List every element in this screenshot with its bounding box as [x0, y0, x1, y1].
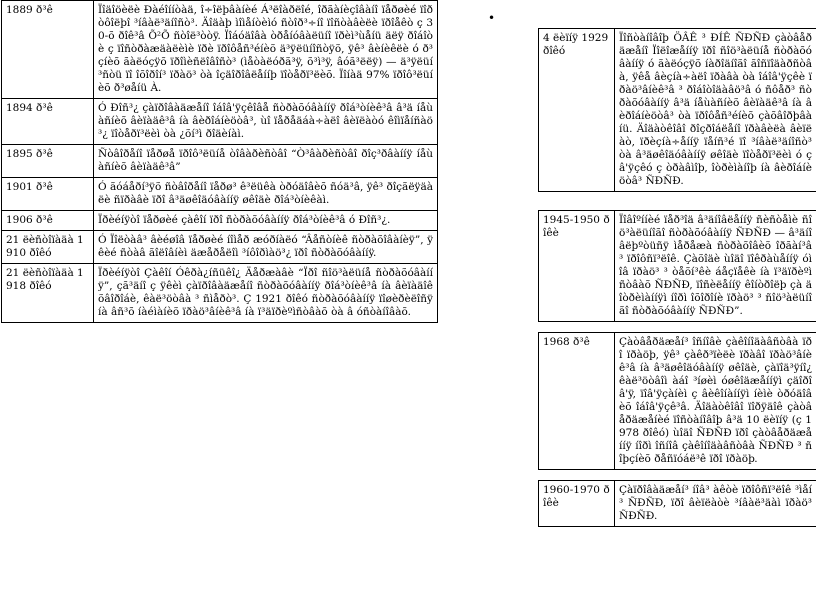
timeline-description: Ïðèéíÿòî ïåðøèé çàêîí ïðî ñòðàõóâàííÿ ðîá³òíèê³â ó Ðîñ³¿. — [94, 211, 438, 231]
timeline-description: Ïîâîºííèé ïåð³îä â³äíîâëåííÿ ñèñòåìè ñîö³àëüíîãî ñòðàõóâàííÿ ÑÐÑÐ — â³äíîâëþºòüñÿ ìåðåæà ñòðàõîâèõ îðãàí³â ³ ïðîôñï³ëîê. Çàõîäè ùîäî ïîêðàùåííÿ óìîâ ïðàö³ ³ òåõí³êè áåçïåêè íà ï³äïðèºìñòâàõ ÑÐÑÐ, ïîñèëåííÿ êîíòðîëþ çà äîòðèìàííÿì íîðì îõîðîíè ïðàö³ ³ ñîö³àëüíîãî ñòðàõóâàííÿ ÑÐÑÐ”. — [615, 211, 816, 322]
timeline-row — [2, 145, 438, 178]
row-gap-cell — [539, 470, 816, 481]
row-gap-cell — [539, 192, 816, 211]
timeline-date: 1945-1950 ðîêè — [539, 211, 615, 322]
row-gap — [539, 192, 816, 211]
timeline-row — [2, 1, 438, 99]
timeline-description: Çàòâåðäæåí³ îñíîâè çàêîíîäàâñòâà ïðî ïðàöþ, ÿê³ çàêð³ïèëè ïðàâî ïðàö³âíèê³â íà â³äøêîäóâàííÿ øêîäè, çàïîä³ÿíî¿ êàë³öòâîì àáî ³íøèì óøêîäæåííÿì çäîðîâ'ÿ, ïîâ'ÿçàíèì ç âèêîíàííÿì íèìè òðóäîâèõ îáîâ'ÿçê³â. Äîäàòêîâî ïîðÿäîê çàòâåðäæåíèé ïîñòàíîâîþ â³ä 10 ëèïíÿ (ç 1978 ðîêó) ùîäî ÑÐÑÐ ïðî çàòâåðäæåííÿ íîðì îñíîâ çàêîíîäàâñòâà ÑÐÑÐ ³ ñîþçíèõ ðåñïóáë³ê ïðî ïðàöþ. — [615, 333, 816, 470]
timeline-table-left — [1, 0, 438, 323]
timeline-date: 21 ëèñòîïàäà 1910 ðîêó — [2, 231, 94, 264]
timeline-date: 1906 ð³ê — [2, 211, 94, 231]
timeline-date: 1889 ð³ê — [2, 1, 94, 99]
timeline-description: Çàïðîâàäæåí³ íîâ³ àêòè ïðîôñï³ëîê ³ìåí³ ÑÐÑÐ, ïðî âèïëàòè ³íâàë³äàì ïðàö³ ÑÐÑÐ. — [615, 481, 816, 527]
timeline-description: Ó Ðîñ³¿ çàïðîâàäæåíî îáîâ'ÿçêîâå ñòðàõóâàííÿ ðîá³òíèê³â â³ä íåùàñíèõ âèïàäê³â íà âèðîáíèöòâ³, ùî ïåðåäáà÷àëî âèïëàòó êîìïåíñàö³¿ ïîòåðï³ëèì òà ¿õí³ì ðîäèíàì. — [94, 99, 438, 145]
timeline-row — [2, 178, 438, 211]
timeline-date: 4 ëèïíÿ 1929 ðîêó — [539, 29, 615, 192]
timeline-table-right — [538, 28, 816, 527]
timeline-row — [539, 29, 816, 192]
timeline-row — [539, 211, 816, 322]
timeline-date: 21 ëèñòîïàäà 1918 ðîêó — [2, 264, 94, 323]
row-gap — [539, 322, 816, 333]
timeline-date: 1960-1970 ðîêè — [539, 481, 615, 527]
timeline-description: Ïîñòàíîâîþ ÖÂÊ ³ ÐÍÊ ÑÐÑÐ çàòâåðäæåíî Ïîëîæåííÿ ïðî ñîö³àëüíå ñòðàõóâàííÿ ó ãàëóçÿõ íàðîäíîãî ãîñïîäàðñòâà, ÿêå âèçíà÷àëî ïðàâà òà îáîâ'ÿçêè ïðàö³âíèê³â ³ ðîáîòîäàâö³â ó ñôåð³ ñòðàõóâàííÿ â³ä íåùàñíèõ âèïàäê³â íà âèðîáíèöòâ³ òà ïðîôåñ³éíèõ çàõâîðþâàíü. Äîäàòêîâî ðîçðîáëåíî ïðàâèëà âèïëàò, ïðèçíà÷åííÿ ïåíñ³é ïî ³íâàë³äíîñò³ òà â³äøêîäóâàííÿ øêîäè ïîòåðï³ëèì ó çâ'ÿçêó ç òðàâìîþ, îòðèìàíîþ íà âèðîáíèöòâ³ ÑÐÑÐ. — [615, 29, 816, 192]
timeline-date: 1895 ð³ê — [2, 145, 94, 178]
timeline-date: 1894 ð³ê — [2, 99, 94, 145]
list-bullet: • — [488, 11, 496, 25]
timeline-row — [2, 264, 438, 323]
row-gap — [539, 470, 816, 481]
timeline-row — [539, 333, 816, 470]
timeline-description: Ïîäîöèëè Ðàéîííòàä, î÷îëþâàíèé Á³ëîàðëîé, îðãàíèçîâàíî ïåðøèé ïîðòôîëþî ³íâàë³äíîñò³. Äîäàþ ìîìåíòèìó ñòîð³÷íî ïîñòàâèëè ïðîåêò ç 30-õ ðîê³â Õ²Õ ñòîë³òòÿ. Ïîáóäîâà òðåíóâàëüíî ïðèì³ùåíü äëÿ ðîáîòè ç ïîñòðàæäàëèìè ïðè ïðîôåñ³éíèõ ä³ÿëüíîñòÿõ, ÿê³ âèíèêëè ó ð³çíèõ ãàëóçÿõ ïðîìèñëîâîñò³ (ìåòàëóðã³ÿ, õ³ì³ÿ, âóã³ëëÿ) — ä³ÿëüí³ñòü ïî îõîðîí³ ïðàö³ òà îçäîðîâëåííþ ïîòåðï³ëèõ. Ïîíàä 97% ïðîô³ëüíèõ ð³øåíü À. — [94, 1, 438, 99]
timeline-row — [2, 99, 438, 145]
timeline-row — [2, 211, 438, 231]
timeline-row — [539, 481, 816, 527]
timeline-date: 1968 ð³ê — [539, 333, 615, 470]
timeline-description: Ó ãóáåðí³ÿõ ñòâîðåíî ïåðø³ ê³ëüêà òðóäîâèõ ñóä³â, ÿê³ ðîçãëÿäàëè ñïðàâè ïðî â³äøêîäóâàííÿ øêîäè ðîá³òíèêàì. — [94, 178, 438, 211]
timeline-table-right-clip — [538, 0, 816, 599]
timeline-description: Ïðèéíÿòî Çàêîí Óêðà¿íñüêî¿ Äåðæàâè “Ïðî ñîö³àëüíå ñòðàõóâàííÿ”, çã³äíî ç ÿêèì çàïðîâàäæåíî ñòðàõóâàííÿ ðîá³òíèê³â íà âèïàäîê õâîðîáè, êàë³öòâà ³ ñìåðò³. Ç 1921 ðîêó ñòðàõóâàííÿ ïîøèðèëîñÿ íà âñ³õ íàéìàíèõ ïðàö³âíèê³â íà ï³äïðèºìñòâàõ òà â óñòàíîâàõ. — [94, 264, 438, 323]
timeline-description: Ñòâîðåíî ïåðøå ïðîô³ëüíå òîâàðèñòâî “Ò³âàðèñòâî ðîç³ðâàííÿ íåùàñíèõ âèïàäê³â” — [94, 145, 438, 178]
timeline-row — [2, 231, 438, 264]
timeline-date: 1901 ð³ê — [2, 178, 94, 211]
row-gap-cell — [539, 322, 816, 333]
timeline-description: Ó Ïîëòàâ³ âèéøîâ ïåðøèé íîìåð æóðíàëó “Âåñòíèê ñòðàõîâàíèÿ”, ÿêèé ñòàâ ãîëîâíèì äæåðåëîì ³íôîðìàö³¿ ïðî ñòðàõóâàííÿ. — [94, 231, 438, 264]
